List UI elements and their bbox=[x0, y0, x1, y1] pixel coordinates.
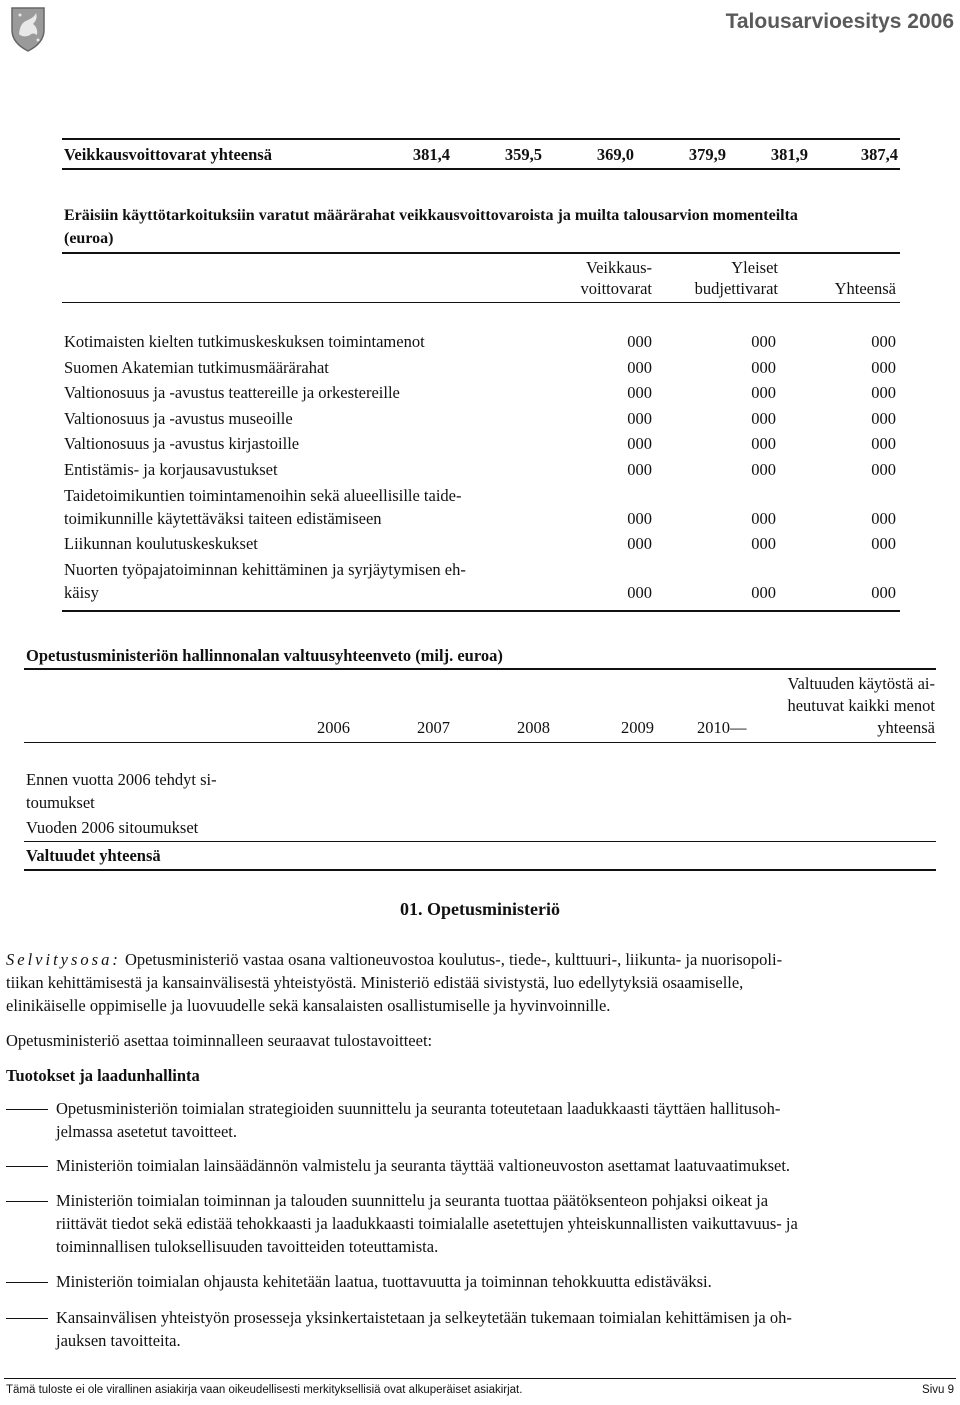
bullet-dash bbox=[6, 1109, 48, 1110]
selvitysosa-label: Selvitysosa: bbox=[6, 950, 121, 969]
table-cell: 000 bbox=[871, 583, 896, 602]
table-cell: 000 bbox=[751, 409, 776, 428]
col-header-veikkaus: Veikkaus- bbox=[586, 258, 652, 277]
intro-line-1 bbox=[6, 950, 782, 970]
intro-line-3: elinikäiselle oppimiselle ja luovuudelle sekä kansalaisten osallistumiselle ja hyvinvoinnille. bbox=[6, 996, 611, 1015]
table-cell: 000 bbox=[627, 583, 652, 602]
table-cell: 000 bbox=[871, 409, 896, 428]
finnish-lion-crest-icon bbox=[8, 4, 48, 52]
table-cell: 000 bbox=[871, 534, 896, 553]
table2-year-header: 2007 bbox=[417, 718, 450, 737]
summary-bottom-rule bbox=[62, 168, 900, 170]
bullet-text: Opetusministeriön toimialan strategioiden suunnittelu ja seuranta toteutetaan laadukkaasti täyttäen hallitusoh- bbox=[56, 1099, 781, 1118]
summary-top-rule bbox=[62, 138, 900, 140]
table1-title: Eräisiin käyttötarkoituksiin varatut määrärahat veikkausvoittovaroista ja muilta talousarvion momenteilta bbox=[64, 207, 798, 224]
document-header-title: Talousarvioesitys 2006 bbox=[725, 10, 954, 33]
table-cell: 000 bbox=[751, 460, 776, 479]
table1-header-rule bbox=[62, 302, 900, 303]
table-row-label: Taidetoimikuntien toimintamenoihin sekä alueellisille taide- bbox=[64, 486, 462, 505]
table-cell: 000 bbox=[627, 434, 652, 453]
intro-text: Opetusministeriö vastaa osana valtioneuvostoa koulutus-, tiede-, kulttuuri-, liikunta- ja nuorisopoli- bbox=[120, 950, 783, 969]
summary-value: 381,4 bbox=[412, 145, 450, 164]
table-row-label: Valtionosuus ja -avustus museoille bbox=[64, 409, 293, 428]
bullet-dash bbox=[6, 1201, 48, 1202]
bullet-text: riittävät tiedot sekä edistää tehokkaasti ja laadukkaasti toimialalle asetettujen yhteiskunnallisten vaikuttavuus- ja bbox=[56, 1214, 798, 1233]
table-cell: 000 bbox=[627, 332, 652, 351]
table1-top-rule bbox=[62, 252, 900, 254]
bullet-dash bbox=[6, 1318, 48, 1319]
table2-top-rule bbox=[24, 668, 936, 670]
goals-intro: Opetusministeriö asettaa toiminnalleen seuraavat tulostavoitteet: bbox=[6, 1031, 433, 1050]
table2-last-col-header: yhteensä bbox=[877, 718, 935, 737]
table-row-label: käisy bbox=[64, 583, 99, 602]
col-header-yhteensa: Yhteensä bbox=[834, 279, 896, 298]
col-header-yleiset: budjettivarat bbox=[694, 279, 778, 298]
table-row-label: Nuorten työpajatoiminnan kehittäminen ja syrjäytymisen eh- bbox=[64, 560, 466, 579]
table2-year-header: 2009 bbox=[621, 718, 654, 737]
bullet-text: Ministeriön toimialan ohjausta kehitetään laatua, tuottavuutta ja toiminnan tehokkuutta edistäväksi. bbox=[56, 1272, 712, 1291]
table-row-label: toimikunnille käytettäväksi taiteen edistämiseen bbox=[64, 509, 382, 528]
table-cell: 000 bbox=[871, 358, 896, 377]
table2-title: Opetustusministeriön hallinnonalan valtuusyhteenveto (milj. euroa) bbox=[26, 646, 503, 665]
table2-bottom-rule bbox=[24, 869, 936, 871]
bullet-text: Ministeriön toimialan toiminnan ja talouden suunnittelu ja seuranta tuottaa päätöksenteon pohjaksi oikeat ja bbox=[56, 1191, 769, 1210]
table-cell: 000 bbox=[871, 434, 896, 453]
table-cell: 000 bbox=[871, 383, 896, 402]
table-cell: 000 bbox=[871, 332, 896, 351]
table-cell: 000 bbox=[871, 460, 896, 479]
section-heading: 01. Opetusministeriö bbox=[400, 899, 560, 919]
table-row-label: toumukset bbox=[26, 793, 95, 812]
col-header-yleiset: Yleiset bbox=[731, 258, 778, 277]
col-header-veikkaus: voittovarat bbox=[580, 279, 652, 298]
table2-total-rule bbox=[24, 841, 936, 842]
footer-rule bbox=[4, 1378, 956, 1379]
summary-value: 369,0 bbox=[596, 145, 634, 164]
bullet-text: jauksen tavoitteita. bbox=[56, 1331, 181, 1350]
summary-value: 379,9 bbox=[688, 145, 726, 164]
table-cell: 000 bbox=[627, 509, 652, 528]
summary-value: 387,4 bbox=[860, 145, 898, 164]
bullet-text: toiminnallisen tuloksellisuuden tavoitteiden toteuttamista. bbox=[56, 1237, 439, 1256]
table-cell: 000 bbox=[627, 383, 652, 402]
summary-value: 359,5 bbox=[504, 145, 542, 164]
table2-year-header: 2008 bbox=[517, 718, 550, 737]
bullet-text: Kansainvälisen yhteistyön prosesseja yksinkertaistetaan ja selkeytetään tukemaan toimialan kehittämisen ja oh- bbox=[56, 1308, 792, 1327]
table-cell: 000 bbox=[751, 358, 776, 377]
table2-year-header: 2010— bbox=[697, 718, 747, 737]
table-cell: 000 bbox=[627, 460, 652, 479]
footer-disclaimer: Tämä tuloste ei ole virallinen asiakirja vaan oikeudellisesti merkityksellisiä ovat alkuperäiset asiakirjat. bbox=[6, 1384, 523, 1396]
bullet-text: jelmassa asetetut tavoitteet. bbox=[56, 1122, 237, 1141]
table-row-label: Vuoden 2006 sitoumukset bbox=[26, 818, 199, 837]
bullet-dash bbox=[6, 1282, 48, 1283]
table-cell: 000 bbox=[627, 409, 652, 428]
table-cell: 000 bbox=[751, 509, 776, 528]
summary-value: 381,9 bbox=[770, 145, 808, 164]
table-cell: 000 bbox=[627, 358, 652, 377]
bullet-text: Ministeriön toimialan lainsäädännön valmistelu ja seuranta täyttää valtioneuvoston asettamat laatuvaatimukset. bbox=[56, 1156, 791, 1175]
table-row-label: Ennen vuotta 2006 tehdyt si- bbox=[26, 770, 217, 789]
footer-page-number: Sivu 9 bbox=[922, 1384, 954, 1396]
table-cell: 000 bbox=[751, 583, 776, 602]
table-cell: 000 bbox=[751, 534, 776, 553]
table1-bottom-rule bbox=[62, 610, 900, 612]
table1-title-unit: (euroa) bbox=[64, 230, 114, 247]
table-cell: 000 bbox=[751, 434, 776, 453]
table-row-label-total: Valtuudet yhteensä bbox=[26, 846, 161, 865]
bullet-dash bbox=[6, 1166, 48, 1167]
table2-year-header: 2006 bbox=[317, 718, 350, 737]
table-row-label: Suomen Akatemian tutkimusmäärärahat bbox=[64, 358, 329, 377]
table-row-label: Valtionosuus ja -avustus teattereille ja orkestereille bbox=[64, 383, 400, 402]
table-cell: 000 bbox=[871, 509, 896, 528]
intro-line-2: tiikan kehittämisestä ja kansainvälisestä yhteistyöstä. Ministeriö edistää sivistystä, luo edellytyksiä osaamiselle, bbox=[6, 973, 744, 992]
table2-last-col-header: Valtuuden käytöstä ai- bbox=[787, 674, 935, 693]
table2-header-rule bbox=[24, 742, 936, 743]
table-row-label: Liikunnan koulutuskeskukset bbox=[64, 534, 258, 553]
table-row-label: Entistämis- ja korjausavustukset bbox=[64, 460, 278, 479]
table2-last-col-header: heutuvat kaikki menot bbox=[787, 696, 935, 715]
table-cell: 000 bbox=[627, 534, 652, 553]
table-cell: 000 bbox=[751, 383, 776, 402]
table-row-label: Valtionosuus ja -avustus kirjastoille bbox=[64, 434, 300, 453]
table-row-label: Kotimaisten kielten tutkimuskeskuksen toimintamenot bbox=[64, 332, 425, 351]
summary-label: Veikkausvoittovarat yhteensä bbox=[64, 145, 272, 164]
subheading: Tuotokset ja laadunhallinta bbox=[6, 1066, 200, 1085]
table-cell: 000 bbox=[751, 332, 776, 351]
